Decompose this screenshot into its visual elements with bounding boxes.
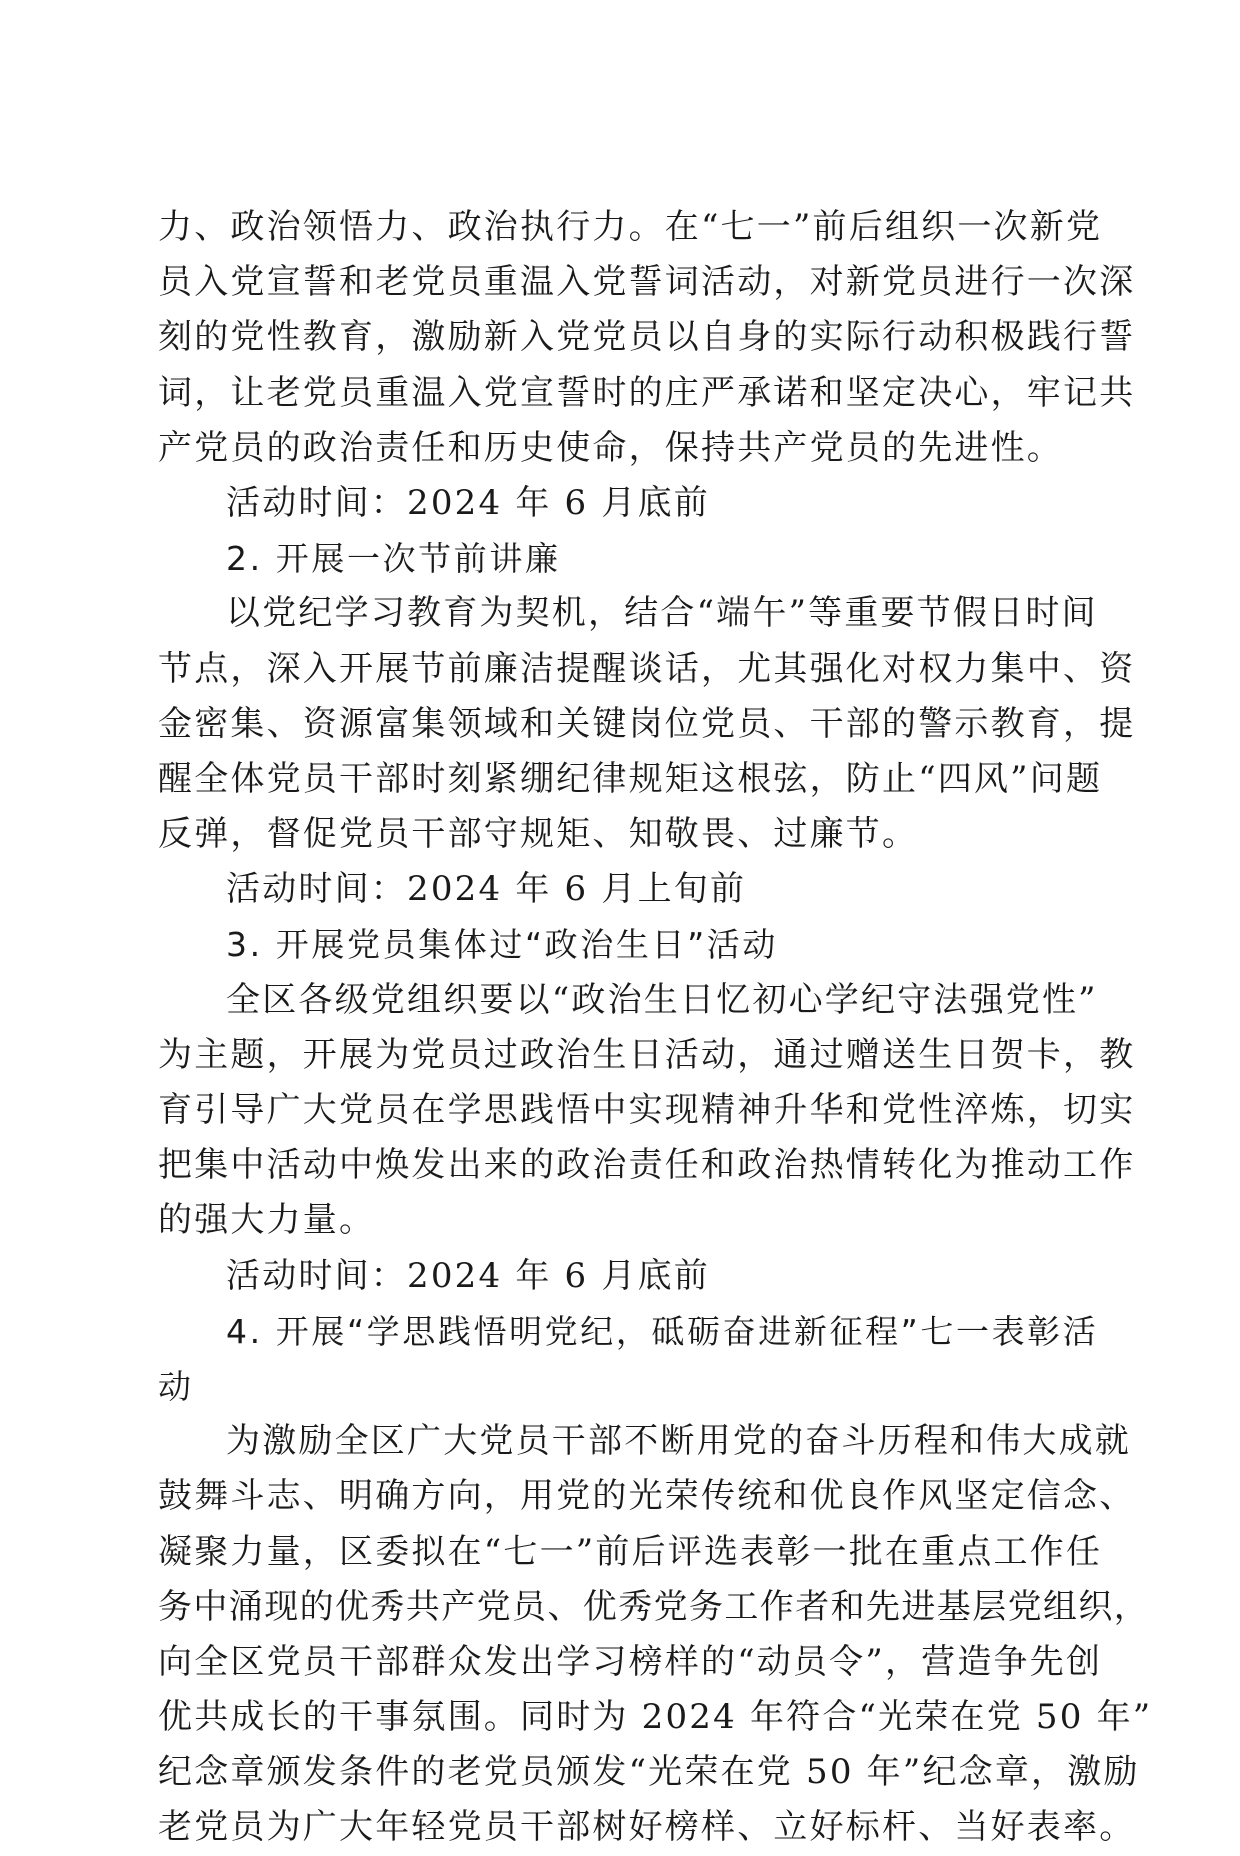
paragraph-line: 纪念章颁发条件的老党员颁发“光荣在党 50 年”纪念章，激励 [158,1752,1140,1793]
activity-time: 活动时间：2024 年 6 月上旬前 [226,869,747,910]
paragraph-line: 员入党宣誓和老党员重温入党誓词活动，对新党员进行一次深 [158,262,1136,303]
paragraph-line: 反弹，督促党员干部守规矩、知敬畏、过廉节。 [158,814,919,855]
paragraph-line: 产党员的政治责任和历史使命，保持共产党员的先进性。 [158,427,1063,468]
paragraph-line: 以党纪学习教育为契机，结合“端午”等重要节假日时间 [226,593,1098,634]
section-heading-2: 2. 开展一次节前讲廉 [226,539,561,579]
paragraph-line: 为激励全区广大党员干部不断用党的奋斗历程和伟大成就 [226,1421,1131,1462]
paragraph-line: 词，让老党员重温入党宣誓时的庄严承诺和坚定决心，牢记共 [158,372,1136,413]
paragraph-line: 老党员为广大年轻党员干部树好榜样、立好标杆、当好表率。 [158,1807,1136,1848]
paragraph-line: 刻的党性教育，激励新入党党员以自身的实际行动积极践行誓 [158,317,1136,358]
section-heading-4-continued: 动 [158,1366,194,1406]
paragraph-line: 金密集、资源富集领域和关键岗位党员、干部的警示教育，提 [158,703,1136,744]
document-page [158,200,1153,1856]
section-heading-4: 4. 开展“学思践悟明党纪，砥砺奋进新征程”七一表彰活 [226,1311,1099,1351]
paragraph-line: 凝聚力量，区委拟在“七一”前后评选表彰一批在重点工作任 [158,1531,1103,1572]
activity-time: 活动时间：2024 年 6 月底前 [226,482,710,523]
paragraph-line: 优共成长的干事氛围。同时为 2024 年符合“光荣在党 50 年” [158,1697,1153,1738]
paragraph-line: 育引导广大党员在学思践悟中实现精神升华和党性淬炼，切实 [158,1090,1136,1130]
paragraph-line: 向全区党员干部群众发出学习榜样的“动员令”，营造争先创 [158,1641,1103,1682]
paragraph-line: 节点，深入开展节前廉洁提醒谈话，尤其强化对权力集中、资 [158,648,1136,689]
paragraph-line: 务中涌现的优秀共产党员、优秀党务工作者和先进基层党组织， [158,1586,1150,1627]
paragraph-line: 把集中活动中焕发出来的政治责任和政治热情转化为推动工作 [158,1145,1136,1186]
paragraph-line: 醒全体党员干部时刻紧绷纪律规矩这根弦，防止“四风”问题 [158,758,1103,799]
paragraph-line: 力、政治领悟力、政治执行力。在“七一”前后组织一次新党 [158,207,1103,247]
section-heading-3: 3. 开展党员集体过“政治生日”活动 [226,925,778,965]
activity-time: 活动时间：2024 年 6 月底前 [226,1255,710,1296]
paragraph-line: 的强大力量。 [158,1200,376,1241]
paragraph-line: 鼓舞斗志、明确方向，用党的光荣传统和优良作风坚定信念、 [158,1476,1136,1517]
paragraph-line: 全区各级党组织要以“政治生日忆初心学纪守法强党性” [226,979,1098,1020]
paragraph-line: 为主题，开展为党员过政治生日活动，通过赠送生日贺卡，教 [158,1034,1136,1075]
